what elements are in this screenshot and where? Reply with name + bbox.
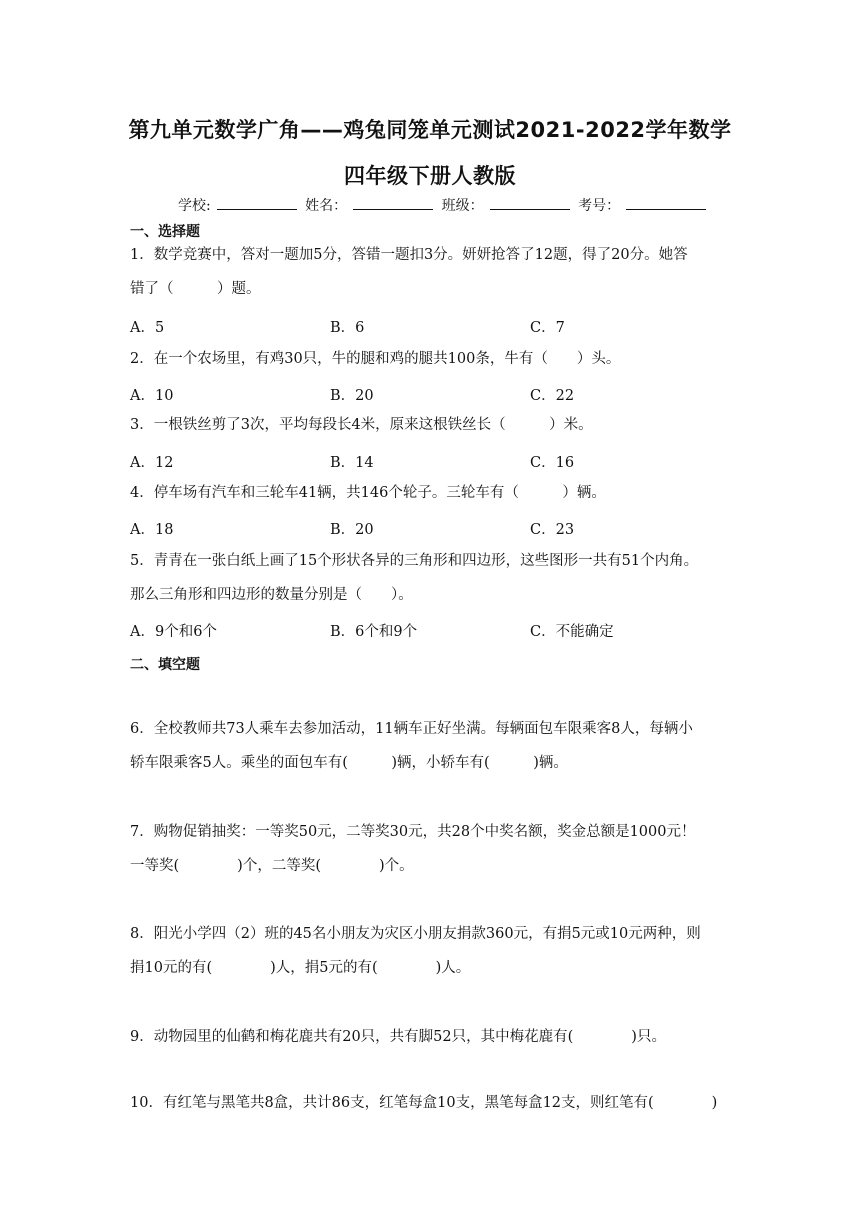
question-10 bbox=[130, 1086, 735, 1120]
question-line: 那么三角形和四边形的数量分别是（ ）。 bbox=[130, 587, 413, 603]
option-a[interactable]: A．12 bbox=[130, 455, 174, 471]
question-line: 5．青青在一张白纸上画了15个形状各异的三角形和四边形，这些图形一共有51个内角。 bbox=[130, 553, 699, 569]
student-info-row bbox=[178, 195, 710, 215]
question-line: 9．动物园里的仙鹤和梅花鹿共有20只，共有脚52只，其中梅花鹿有( )只。 bbox=[130, 1029, 666, 1045]
question-line: 2．在一个农场里，有鸡30只，牛的腿和鸡的腿共100条，牛有（ ）头。 bbox=[130, 351, 621, 367]
option-c[interactable]: C．23 bbox=[530, 522, 575, 538]
exam-title-line2: 四年级下册人教版 bbox=[344, 164, 516, 188]
exam-no-blank[interactable] bbox=[626, 197, 706, 210]
school-blank[interactable] bbox=[217, 197, 297, 210]
question-line: 一等奖( )个，二等奖( )个。 bbox=[130, 858, 414, 874]
question-2 bbox=[130, 342, 735, 376]
name-blank[interactable] bbox=[353, 197, 433, 210]
school-label: 学校: bbox=[178, 198, 211, 214]
question-line: 4．停车场有汽车和三轮车41辆，共146个轮子。三轮车有（ ）辆。 bbox=[130, 485, 606, 501]
question-5-options bbox=[130, 620, 735, 640]
option-c[interactable]: C．22 bbox=[530, 388, 575, 404]
question-line: 错了（ ）题。 bbox=[130, 281, 261, 297]
class-label: 班级： bbox=[441, 198, 484, 214]
option-c[interactable]: C．不能确定 bbox=[530, 624, 614, 640]
option-b[interactable]: B．14 bbox=[330, 455, 374, 471]
question-1-options bbox=[130, 316, 735, 336]
section-choice-heading: 一、选择题 bbox=[130, 224, 200, 240]
option-b[interactable]: B．6个和9个 bbox=[330, 624, 418, 640]
question-6 bbox=[130, 712, 735, 780]
section-fill-heading: 二、填空题 bbox=[130, 657, 200, 673]
option-c[interactable]: C．7 bbox=[530, 320, 565, 336]
name-label: 姓名： bbox=[305, 198, 348, 214]
question-line: 1．数学竞赛中，答对一题加5分，答错一题扣3分。妍妍抢答了12题，得了20分。她答 bbox=[130, 247, 688, 263]
option-c[interactable]: C．16 bbox=[530, 455, 575, 471]
question-line: 轿车限乘客5人。乘坐的面包车有( )辆，小轿车有( )辆。 bbox=[130, 755, 568, 771]
question-7 bbox=[130, 815, 735, 883]
question-line: 10．有红笔与黑笔共8盒，共计86支，红笔每盒10支，黑笔每盒12支，则红笔有( ) bbox=[130, 1095, 718, 1111]
exam-title-line1: 第九单元数学广角——鸡兔同笼单元测试2021-2022学年数学 bbox=[128, 118, 732, 142]
question-line: 7．购物促销抽奖：一等奖50元，二等奖30元，共28个中奖名额，奖金总额是1000元！ bbox=[130, 824, 696, 840]
question-line: 捐10元的有( )人，捐5元的有( )人。 bbox=[130, 960, 471, 976]
question-9 bbox=[130, 1020, 735, 1054]
question-5 bbox=[130, 544, 735, 612]
question-2-options bbox=[130, 384, 735, 404]
question-4-options bbox=[130, 518, 735, 538]
question-line: 8．阳光小学四（2）班的45名小朋友为灾区小朋友捐款360元，有捐5元或10元两种，则 bbox=[130, 926, 701, 942]
option-a[interactable]: A．18 bbox=[130, 522, 174, 538]
option-a[interactable]: A．9个和6个 bbox=[130, 624, 217, 640]
option-a[interactable]: A．5 bbox=[130, 320, 165, 336]
question-3 bbox=[130, 408, 735, 442]
option-b[interactable]: B．20 bbox=[330, 388, 374, 404]
question-3-options bbox=[130, 451, 735, 471]
question-1 bbox=[130, 238, 735, 306]
class-blank[interactable] bbox=[490, 197, 570, 210]
question-line: 6．全校教师共73人乘车去参加活动，11辆车正好坐满。每辆面包车限乘客8人，每辆小 bbox=[130, 721, 693, 737]
option-b[interactable]: B．20 bbox=[330, 522, 374, 538]
option-b[interactable]: B．6 bbox=[330, 320, 365, 336]
question-line: 3．一根铁丝剪了3次，平均每段长4米，原来这根铁丝长（ ）米。 bbox=[130, 417, 593, 433]
option-a[interactable]: A．10 bbox=[130, 388, 174, 404]
question-4 bbox=[130, 476, 735, 510]
question-8 bbox=[130, 917, 735, 985]
exam-no-label: 考号： bbox=[578, 198, 621, 214]
